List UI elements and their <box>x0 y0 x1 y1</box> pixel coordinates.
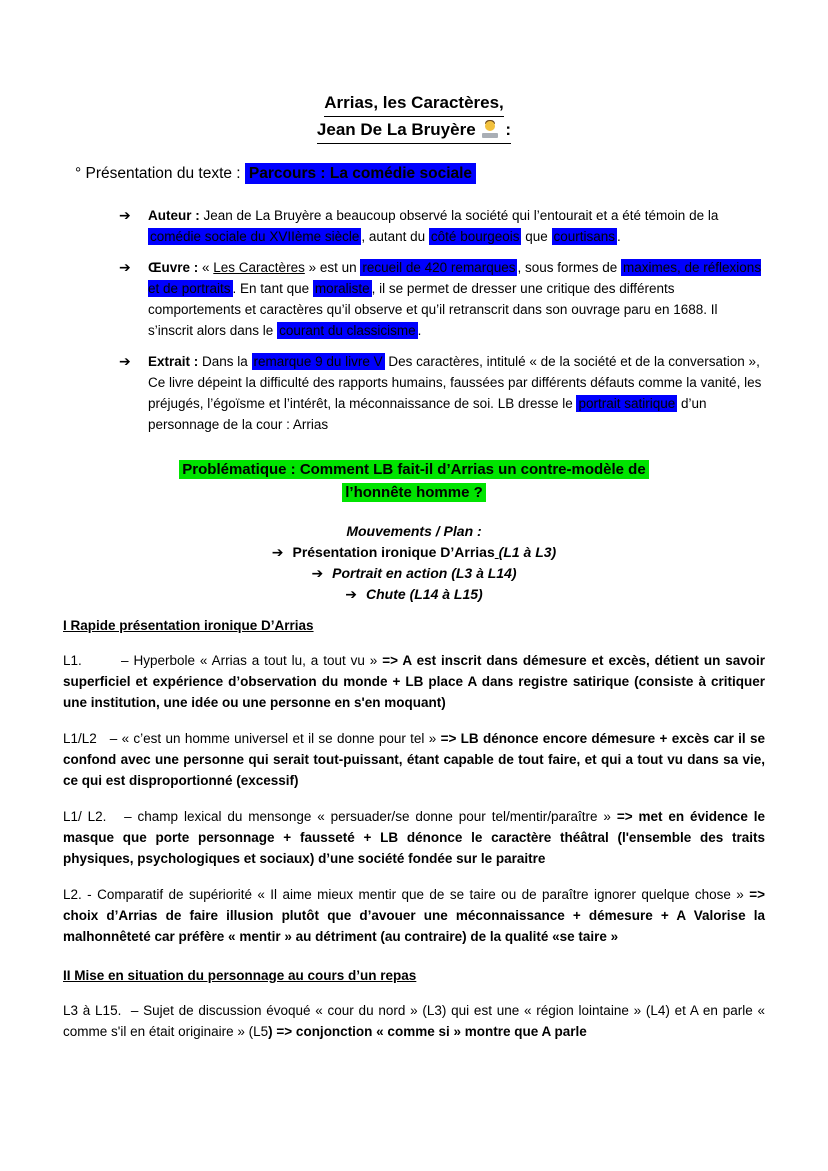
presentation-label: ° Présentation du texte : <box>75 165 245 182</box>
arrow-icon: ➔ <box>311 565 324 581</box>
text-run: Chute (L14 à L15) <box>366 586 483 602</box>
text-run: recueil de 420 remarques <box>362 260 516 275</box>
text-run: => choix d’Arrias de faire illusion plutôt que d’avouer une méconnaissance + démesure + A Valorise la malhonnêteté car préfère « mentir » au détriment (au contraire) de la qualité «se taire » <box>63 887 765 944</box>
text-run: . <box>417 323 422 338</box>
text-run: L1/ L2. – champ lexical du mensonge « persuader/se donne pour tel/mentir/paraître » <box>63 809 617 824</box>
plan-item-2-text <box>332 565 516 581</box>
text-run: maximes, de réflexions et de portraits <box>148 260 762 296</box>
text-run: , il se permet de dresser une critique des différents comportements et caractères qu’il observe et qu’il retranscrit dans son ouvrage paru en 1688. Il s’inscrit alors dans le <box>148 281 718 338</box>
text-run: Des caractères, intitulé « de la société et de la conversation », Ce livre dépeint la difficulté des rapports humains, faussées par différents défauts comme la vanité, les préjugés, l’égoïsme et l’intérêt, la méconnaissance de soi. LB dresse le <box>148 354 762 411</box>
text-run: , autant du <box>361 229 429 244</box>
bullet-oeuvre <box>119 257 765 341</box>
text-run: Extrait : <box>148 354 203 369</box>
bullet-extrait <box>119 351 765 435</box>
text-run: Dans la <box>202 354 252 369</box>
section-2-heading: II Mise en situation du personnage au cours d’un repas <box>63 968 417 983</box>
title-line1-text: Arrias, les Caractères, <box>324 93 504 112</box>
text-run: Présentation ironique D’Arrias <box>292 544 495 560</box>
text-run: L3 à L15. – Sujet de discussion évoqué « cour du nord » (L3) qui est une « région lointaine » (L4) et A en parle « comme s'il en était originaire » (L5 <box>63 1003 765 1039</box>
text-run: » est un <box>304 260 361 275</box>
document-title <box>63 90 765 144</box>
text-run: . <box>617 229 621 244</box>
arrow-icon: ➔ <box>119 353 131 369</box>
text-run: , sous formes de <box>517 260 622 275</box>
text-run: comédie sociale du XVIIème siècle <box>150 229 360 244</box>
problematique-block <box>73 458 755 504</box>
plan-item-1 <box>63 542 765 563</box>
text-run: Les Caractères <box>213 260 305 275</box>
bullet-auteur <box>119 205 765 247</box>
text-run: ) => conjonction « comme si » montre que A parle <box>268 1024 587 1039</box>
text-run: côté bourgeois <box>430 229 520 244</box>
section-2 <box>63 967 765 1042</box>
text-run: moraliste <box>314 281 370 296</box>
analysis-paragraph <box>63 728 765 791</box>
text-run: . En tant que <box>232 281 313 296</box>
problematique-highlight: Problématique : Comment LB fait-il d’Arrias un contre-modèle de l’honnête homme ? <box>179 460 648 502</box>
section-1-heading: I Rapide présentation ironique D’Arrias <box>63 618 314 633</box>
text-run: => A est inscrit dans démesure et excès, détient un savoir superficiel et expérience d’observation du monde + LB place A dans registre satirique (consiste à critiquer une institution, une idée ou une personne en s'en moquant) <box>63 653 765 710</box>
plan-block <box>63 521 765 605</box>
arrow-icon: ➔ <box>119 259 131 275</box>
author-emoji-icon <box>481 121 499 138</box>
plan-item-1-text <box>292 544 556 560</box>
analysis-paragraph <box>63 806 765 869</box>
analysis-paragraph <box>63 650 765 713</box>
text-run: Jean de La Bruyère a beaucoup observé la société qui l’entourait et a été témoin de la <box>203 208 719 223</box>
plan-heading: Mouvements / Plan : <box>346 523 482 539</box>
bullet-extrait-text <box>148 351 765 435</box>
text-run: => LB dénonce encore démesure + excès car il se confond avec une personne qui serait tout-puissant, étant capable de tout faire, et qui a tout vu dans sa vie, ce qui est disproportionné (excessif) <box>63 731 765 788</box>
text-run: Portrait en action (L3 à L14) <box>332 565 517 581</box>
text-run: Auteur : <box>148 208 204 223</box>
text-run: (L1 à L3) <box>498 544 557 560</box>
title-line2-text: Jean De La Bruyère <box>316 120 476 139</box>
section-1 <box>63 617 765 947</box>
analysis-paragraph <box>63 1000 765 1042</box>
analysis-paragraph <box>63 884 765 947</box>
text-run: L1. – Hyperbole « Arrias a tout lu, a tout vu » <box>63 653 383 668</box>
arrow-icon: ➔ <box>119 207 131 223</box>
arrow-icon: ➔ <box>345 586 358 602</box>
text-run: courtisans <box>553 229 616 244</box>
text-run: portrait satirique <box>578 396 676 411</box>
bullet-auteur-text <box>148 205 765 247</box>
text-run: que <box>521 229 552 244</box>
title-colon: : <box>500 120 512 139</box>
title-line2 <box>317 117 511 144</box>
text-run: remarque 9 du livre V <box>253 354 383 369</box>
title-line1 <box>324 90 504 117</box>
intro-bullet-list <box>63 205 765 435</box>
parcours-highlight: Parcours : La comédie sociale <box>245 163 476 184</box>
bullet-oeuvre-text <box>148 257 765 341</box>
plan-item-3 <box>63 584 765 605</box>
arrow-icon: ➔ <box>271 544 284 560</box>
text-run: => met en évidence le masque que porte personnage + fausseté + LB dénonce le caractère théâtral (l'ensemble des traits physiques, psychologiques et sociaux) d’une société fondée sur le paraitre <box>63 809 765 866</box>
text-run: courant du classicisme <box>279 323 416 338</box>
plan-item-3-text <box>366 586 483 602</box>
text-run: d’un personnage de la cour : Arrias <box>148 396 707 432</box>
presentation-line <box>75 163 765 185</box>
text-run: « <box>202 260 214 275</box>
plan-item-2 <box>63 563 765 584</box>
text-run: Œuvre : <box>148 260 203 275</box>
text-run: L2. - Comparatif de supériorité « Il aime mieux mentir que de se taire ou de paraître ignorer quelque chose » <box>63 887 750 902</box>
text-run: L1/L2 – « c’est un homme universel et il se donne pour tel » <box>63 731 441 746</box>
